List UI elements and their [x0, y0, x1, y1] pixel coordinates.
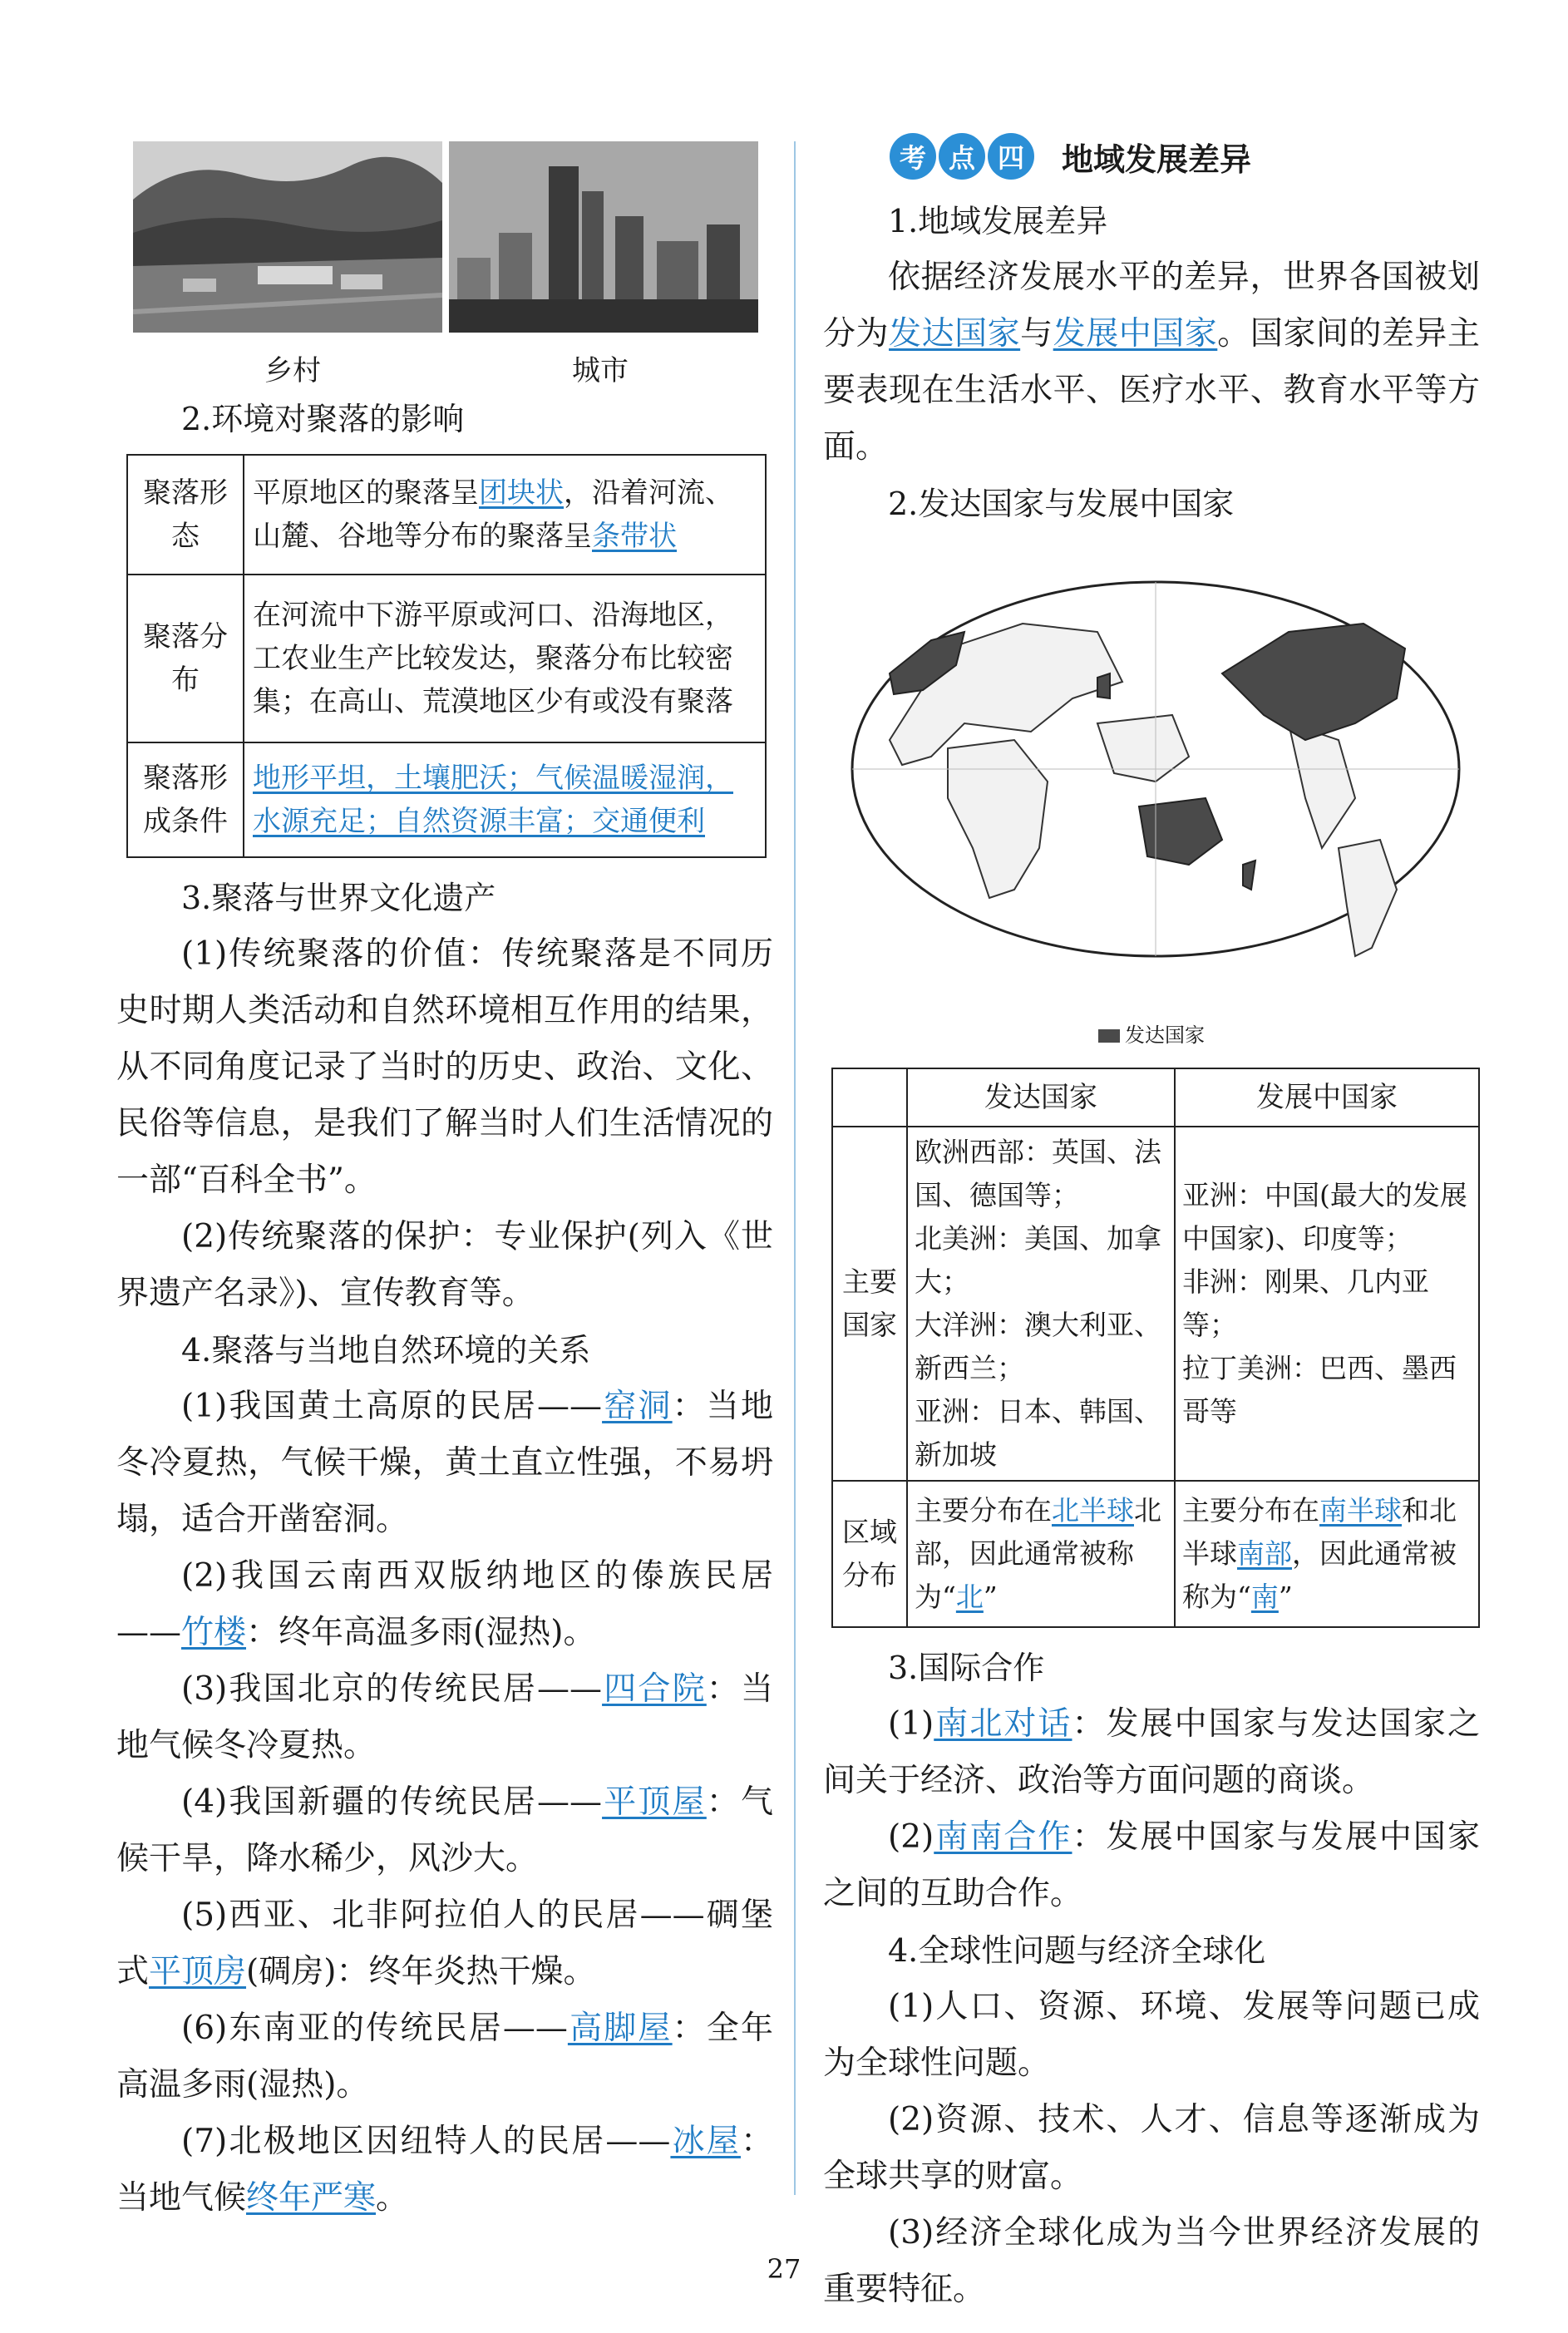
text-run: 主要分布在 — [915, 1494, 1052, 1527]
text-run: 4.聚落与当地自然环境的关系 — [181, 1332, 591, 1369]
text-run: ，沿着河流、山麓、谷地等分布的聚落呈 — [253, 476, 733, 553]
left-paragraphs — [116, 870, 773, 2227]
right-top-paragraphs — [823, 193, 1480, 532]
text-run: 依据经济发展水平的差异，世界各国被划分为 — [823, 259, 1480, 353]
answer-text: 发展中国家 — [1053, 315, 1218, 353]
answer-text: 北半球 — [1052, 1494, 1134, 1527]
text-run: ：当地气候冬冷夏热。 — [116, 1670, 773, 1764]
answer-text: 南半球 — [1319, 1494, 1402, 1527]
developing-countries — [1175, 1127, 1479, 1481]
settlement-table — [126, 454, 767, 858]
text-run: 。 — [376, 2179, 409, 2217]
table-row — [832, 1127, 1479, 1481]
answer-text: 南部 — [1237, 1537, 1292, 1570]
text-run: 2.发达国家与发展中国家 — [888, 486, 1235, 522]
section-title — [823, 1640, 1480, 1696]
text-run: 主要分布在 — [1182, 1494, 1319, 1527]
page-number: 27 — [767, 2253, 801, 2285]
text-run: (3)经济全球化成为当今世界经济发展的重要特征。 — [823, 2214, 1480, 2308]
answer-text: 冰屋 — [670, 2123, 741, 2160]
text-run: (1)人口、资源、环境、发展等问题已成为全球性问题。 — [823, 1988, 1480, 2082]
table-row — [127, 455, 766, 575]
text-run: ：发展中国家与发达国家之间关于经济、政治等方面问题的商谈。 — [823, 1705, 1480, 1799]
village-photo — [133, 141, 442, 333]
row-label: 区域分布 — [832, 1481, 907, 1627]
text-run: (1) — [888, 1705, 934, 1743]
row-content — [244, 575, 766, 742]
answer-text: 四合院 — [602, 1670, 707, 1708]
photo-captions — [116, 341, 773, 391]
text-run: 3.国际合作 — [888, 1650, 1045, 1686]
world-map — [823, 532, 1480, 1014]
text-run: ：终年高温多雨(湿热)。 — [246, 1614, 596, 1651]
text-run: ：气候干旱，降水稀少，风沙大。 — [116, 1783, 773, 1877]
section-title — [823, 1922, 1480, 1979]
column-divider — [794, 141, 796, 2195]
text-run: ” — [983, 1581, 998, 1613]
text-run: ：当地气候 — [116, 2123, 773, 2217]
map-legend — [823, 1014, 1480, 1056]
paragraph — [116, 1661, 773, 1774]
paragraph — [116, 1209, 773, 1322]
section-title — [116, 870, 773, 926]
country-line: 非洲：刚果、几内亚等； — [1182, 1265, 1429, 1341]
city-caption: 城市 — [572, 354, 629, 387]
answer-text: 发达国家 — [889, 315, 1021, 353]
text-run: (2) — [888, 1818, 934, 1856]
developing-distribution — [1175, 1481, 1479, 1627]
paragraph — [823, 1809, 1480, 1922]
country-line: 亚洲：日本、韩国、新加坡 — [915, 1395, 1161, 1471]
answer-text: 窑洞 — [602, 1388, 673, 1425]
text-run: 1.地域发展差异 — [888, 203, 1108, 239]
text-run: (1)我国黄土高原的民居—— — [181, 1388, 603, 1425]
row-label: 聚落形成条件 — [127, 742, 244, 857]
text-run: (3)我国北京的传统民居—— — [181, 1670, 603, 1708]
paragraph — [823, 1696, 1480, 1809]
countries-table — [831, 1068, 1480, 1628]
text-run: 。国家间的差异主要表现在生活水平、医疗水平、教育水平等方面。 — [823, 315, 1480, 466]
answer-text: 条带状 — [592, 520, 677, 553]
text-run: 北部，因此通常被称为“ — [915, 1494, 1161, 1613]
row-label: 主要国家 — [832, 1127, 907, 1481]
text-run: ：全年高温多雨(湿热)。 — [116, 2010, 773, 2104]
paragraph — [823, 249, 1480, 476]
text-run: 4.全球性问题与经济全球化 — [888, 1932, 1266, 1969]
country-line: 亚洲：中国(最大的发展中国家)、印度等； — [1182, 1179, 1467, 1255]
corner-cell — [832, 1068, 907, 1127]
country-line: 欧洲西部：英国、法国、德国等； — [915, 1136, 1161, 1211]
text-run: (碉房)：终年炎热干燥。 — [246, 1953, 596, 1990]
text-run: (1)传统聚落的价值：传统聚落是不同历史时期人类活动和自然环境相互作用的结果，从不同角度记录了当时的历史、政治、文化、民俗等信息，是我们了解当时人们生活情况的一部“百科全书”。 — [116, 935, 773, 1199]
left-column — [116, 125, 773, 2227]
kaodian-heading — [823, 125, 1480, 188]
answer-text: 高脚屋 — [567, 2010, 673, 2047]
paragraph — [823, 2092, 1480, 2205]
answer-text: 南 — [1250, 1581, 1279, 1613]
answer-text: 团块状 — [479, 476, 564, 510]
text-run: 和北半球 — [1182, 1494, 1457, 1570]
row-label: 聚落形态 — [127, 455, 244, 575]
paragraph — [116, 926, 773, 1209]
right-column — [823, 125, 1480, 2318]
paragraph — [116, 1774, 773, 1887]
text-run: (4)我国新疆的传统民居—— — [181, 1783, 603, 1821]
settlement-photos — [116, 125, 773, 341]
text-run: 平原地区的聚落呈 — [253, 476, 479, 510]
row-content — [244, 742, 766, 857]
country-line: 大洋洲：澳大利亚、新西兰； — [915, 1309, 1161, 1384]
legend-swatch — [1098, 1029, 1120, 1043]
answer-text: 平顶房 — [149, 1953, 247, 1990]
paragraph — [116, 1548, 773, 1661]
text-run: ：发展中国家与发展中国家之间的互助合作。 — [823, 1818, 1480, 1912]
answer-text: 地形平坦，土壤肥沃；气候温暖湿润，水源充足；自然资源丰富；交通便利 — [253, 762, 733, 838]
section-title — [823, 476, 1480, 532]
text-run: ” — [1278, 1581, 1293, 1613]
row-content — [244, 455, 766, 575]
kaodian-title: 地域发展差异 — [1062, 141, 1252, 178]
country-line: 北美洲：美国、加拿大； — [915, 1222, 1161, 1298]
text-run: (5)西亚、北非阿拉伯人的民居——碉堡式 — [116, 1896, 773, 1990]
paragraph — [116, 2000, 773, 2114]
text-run: (7)北极地区因纽特人的民居—— — [181, 2123, 671, 2160]
answer-text: 竹楼 — [181, 1614, 247, 1651]
table-row — [127, 575, 766, 742]
text-run: (2)资源、技术、人才、信息等逐渐成为全球共享的财富。 — [823, 2101, 1480, 2195]
answer-text: 平顶屋 — [602, 1783, 707, 1821]
text-run: 3.聚落与世界文化遗产 — [181, 880, 496, 916]
text-run: ，因此通常被称为“ — [1182, 1537, 1457, 1613]
country-line: 拉丁美洲：巴西、墨西哥等 — [1182, 1352, 1457, 1428]
answer-text: 北 — [955, 1581, 984, 1613]
answer-text: 终年严寒 — [246, 2179, 377, 2217]
legend-label: 发达国家 — [1125, 1023, 1205, 1047]
text-run: (2)传统聚落的保护：专业保护(列入《世界遗产名录》)、宣传教育等。 — [116, 1218, 773, 1312]
text-run: ：当地冬冷夏热，气候干燥，黄土直立性强，不易坍塌，适合开凿窑洞。 — [116, 1388, 773, 1538]
header-developed: 发达国家 — [907, 1068, 1175, 1127]
text-run: (2)我国云南西双版纳地区的傣族民居—— — [116, 1557, 773, 1651]
text-run: (6)东南亚的传统民居—— — [181, 2010, 568, 2047]
section-title — [116, 1322, 773, 1379]
text-run: 在河流中下游平原或河口、沿海地区，工农业生产比较发达，聚落分布比较密集；在高山、荒漠地区少有或没有聚落 — [253, 599, 733, 718]
village-caption: 乡村 — [264, 354, 321, 387]
city-photo — [449, 141, 758, 333]
section-title: 2.环境对聚落的影响 — [181, 401, 465, 437]
right-bottom-paragraphs — [823, 1640, 1480, 2318]
paragraph — [823, 1979, 1480, 2092]
kaodian-badge-char: 点 — [939, 133, 985, 180]
section-title — [823, 193, 1480, 249]
paragraph — [116, 1887, 773, 2000]
kaodian-badge-char: 四 — [988, 133, 1034, 180]
kaodian-badge-char: 考 — [890, 133, 936, 180]
row-label: 聚落分布 — [127, 575, 244, 742]
text-run: 与 — [1020, 315, 1053, 353]
developed-countries — [907, 1127, 1175, 1481]
answer-text: 南北对话 — [934, 1705, 1072, 1743]
paragraph — [116, 1379, 773, 1548]
header-developing: 发展中国家 — [1175, 1068, 1479, 1127]
table-row — [127, 742, 766, 857]
table-row — [832, 1481, 1479, 1627]
paragraph — [116, 2114, 773, 2227]
answer-text: 南南合作 — [934, 1818, 1072, 1856]
developed-distribution — [907, 1481, 1175, 1627]
table-header-row — [832, 1068, 1479, 1127]
